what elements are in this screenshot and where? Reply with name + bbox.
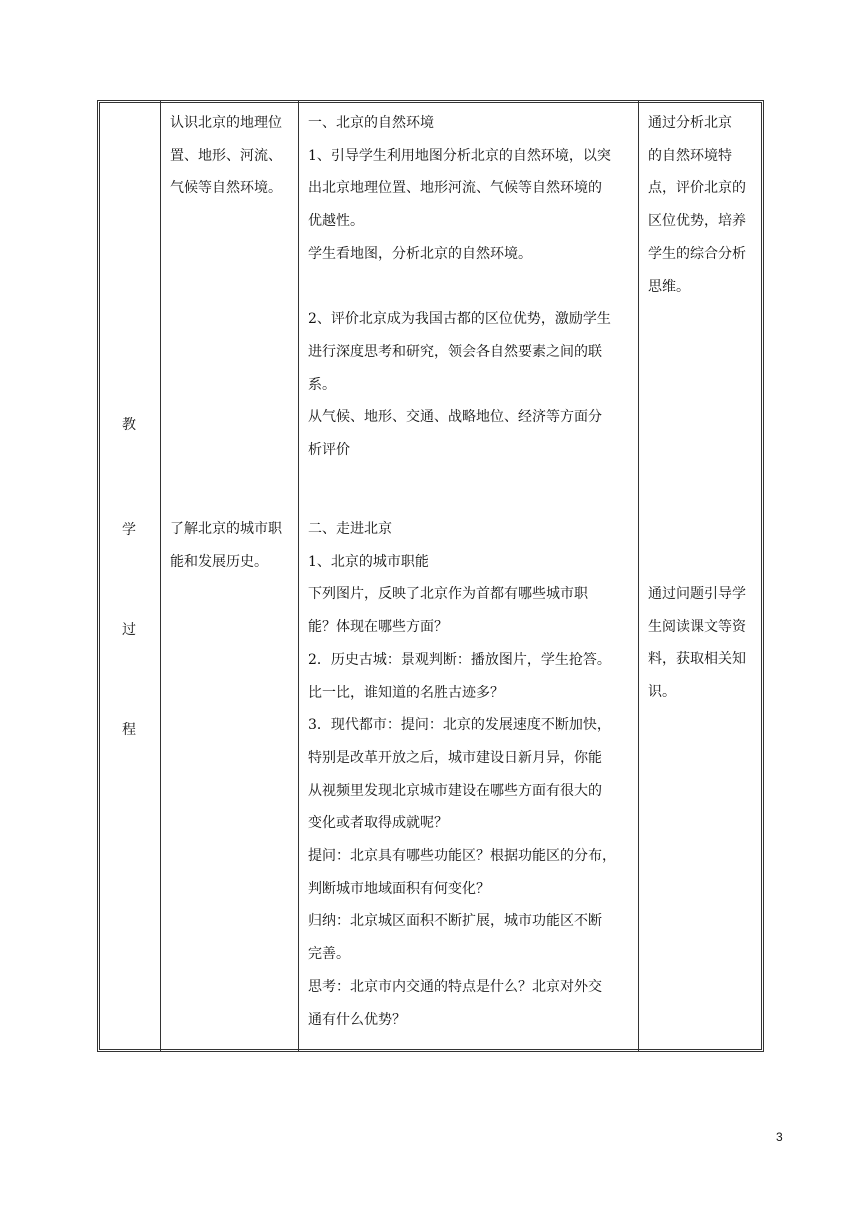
side-label-char: 程	[122, 722, 136, 738]
goal-1	[170, 107, 296, 205]
content-line: 下列图片，反映了北京作为首都有哪些城市职	[308, 586, 588, 603]
note-line: 料，获取相关知	[648, 651, 746, 668]
content-line: 优越性。	[308, 213, 364, 230]
content-line: 归纳：北京城区面积不断扩展，城市功能区不断	[308, 913, 602, 930]
note-1	[648, 107, 763, 303]
content-line: 能？体现在哪些方面？	[308, 619, 448, 636]
content-line: 判断城市地域面积有何变化？	[308, 880, 490, 897]
content-line: 学生看地图，分析北京的自然环境。	[308, 245, 532, 262]
content-line: 出北京地理位置、地形河流、气候等自然环境的	[308, 180, 602, 197]
content-line: 2．历史古城：景观判断：播放图片，学生抢答。	[308, 651, 611, 668]
note-line: 思维。	[648, 278, 690, 295]
section-title: 一、北京的自然环境	[308, 115, 434, 131]
goal-2	[170, 513, 296, 578]
content-line: 提问：北京具有哪些功能区？根据功能区的分布，	[308, 848, 616, 865]
side-label-char: 学	[122, 522, 136, 538]
goal-line: 气候等自然环境。	[170, 180, 282, 197]
lesson-plan-table	[97, 100, 764, 1052]
content-line: 从视频里发现北京城市建设在哪些方面有很大的	[308, 782, 602, 799]
content-line: 进行深度思考和研究，领会各自然要素之间的联	[308, 343, 602, 360]
content-line: 析评价	[308, 442, 350, 459]
content-line: 完善。	[308, 946, 350, 963]
goal-line: 能和发展历史。	[170, 553, 268, 570]
note-line: 学生的综合分析	[648, 245, 746, 262]
content-line: 通有什么优势？	[308, 1011, 406, 1028]
side-label-char: 教	[122, 417, 136, 433]
note-line: 生阅读课文等资	[648, 618, 746, 635]
content-section-2	[308, 513, 638, 1036]
content-line: 1、北京的城市职能	[308, 553, 429, 570]
content-line: 特别是改革开放之后，城市建设日新月异，你能	[308, 749, 602, 766]
content-line: 思考：北京市内交通的特点是什么？北京对外交	[308, 978, 602, 995]
column-divider	[638, 101, 639, 1051]
content-line: 从气候、地形、交通、战略地位、经济等方面分	[308, 409, 602, 426]
content-line: 2、评价北京成为我国古都的区位优势，激励学生	[308, 311, 611, 328]
content-line: 比一比，谁知道的名胜古迹多？	[308, 684, 504, 701]
goal-line: 了解北京的城市职	[170, 521, 282, 537]
content-line: 变化或者取得成就呢？	[308, 815, 448, 832]
side-label-char: 过	[122, 622, 136, 638]
note-line: 识。	[648, 684, 676, 701]
note-2	[648, 578, 763, 709]
content-line: 系。	[308, 376, 336, 393]
column-divider	[298, 101, 299, 1051]
content-section-1	[308, 107, 638, 467]
column-divider	[160, 101, 161, 1051]
note-line: 点，评价北京的	[648, 180, 746, 197]
content-line: 1、引导学生利用地图分析北京的自然环境，以突	[308, 147, 611, 164]
section-title: 二、走进北京	[308, 521, 392, 537]
note-line: 通过分析北京	[648, 115, 732, 131]
page-number: 3	[776, 1130, 783, 1144]
note-line: 区位优势，培养	[648, 213, 746, 230]
goal-line: 置、地形、河流、	[170, 147, 282, 164]
note-line: 通过问题引导学	[648, 586, 746, 602]
content-line: 3．现代都市：提问：北京的发展速度不断加快，	[308, 717, 611, 734]
goal-line: 认识北京的地理位	[170, 115, 282, 131]
note-line: 的自然环境特	[648, 147, 732, 164]
